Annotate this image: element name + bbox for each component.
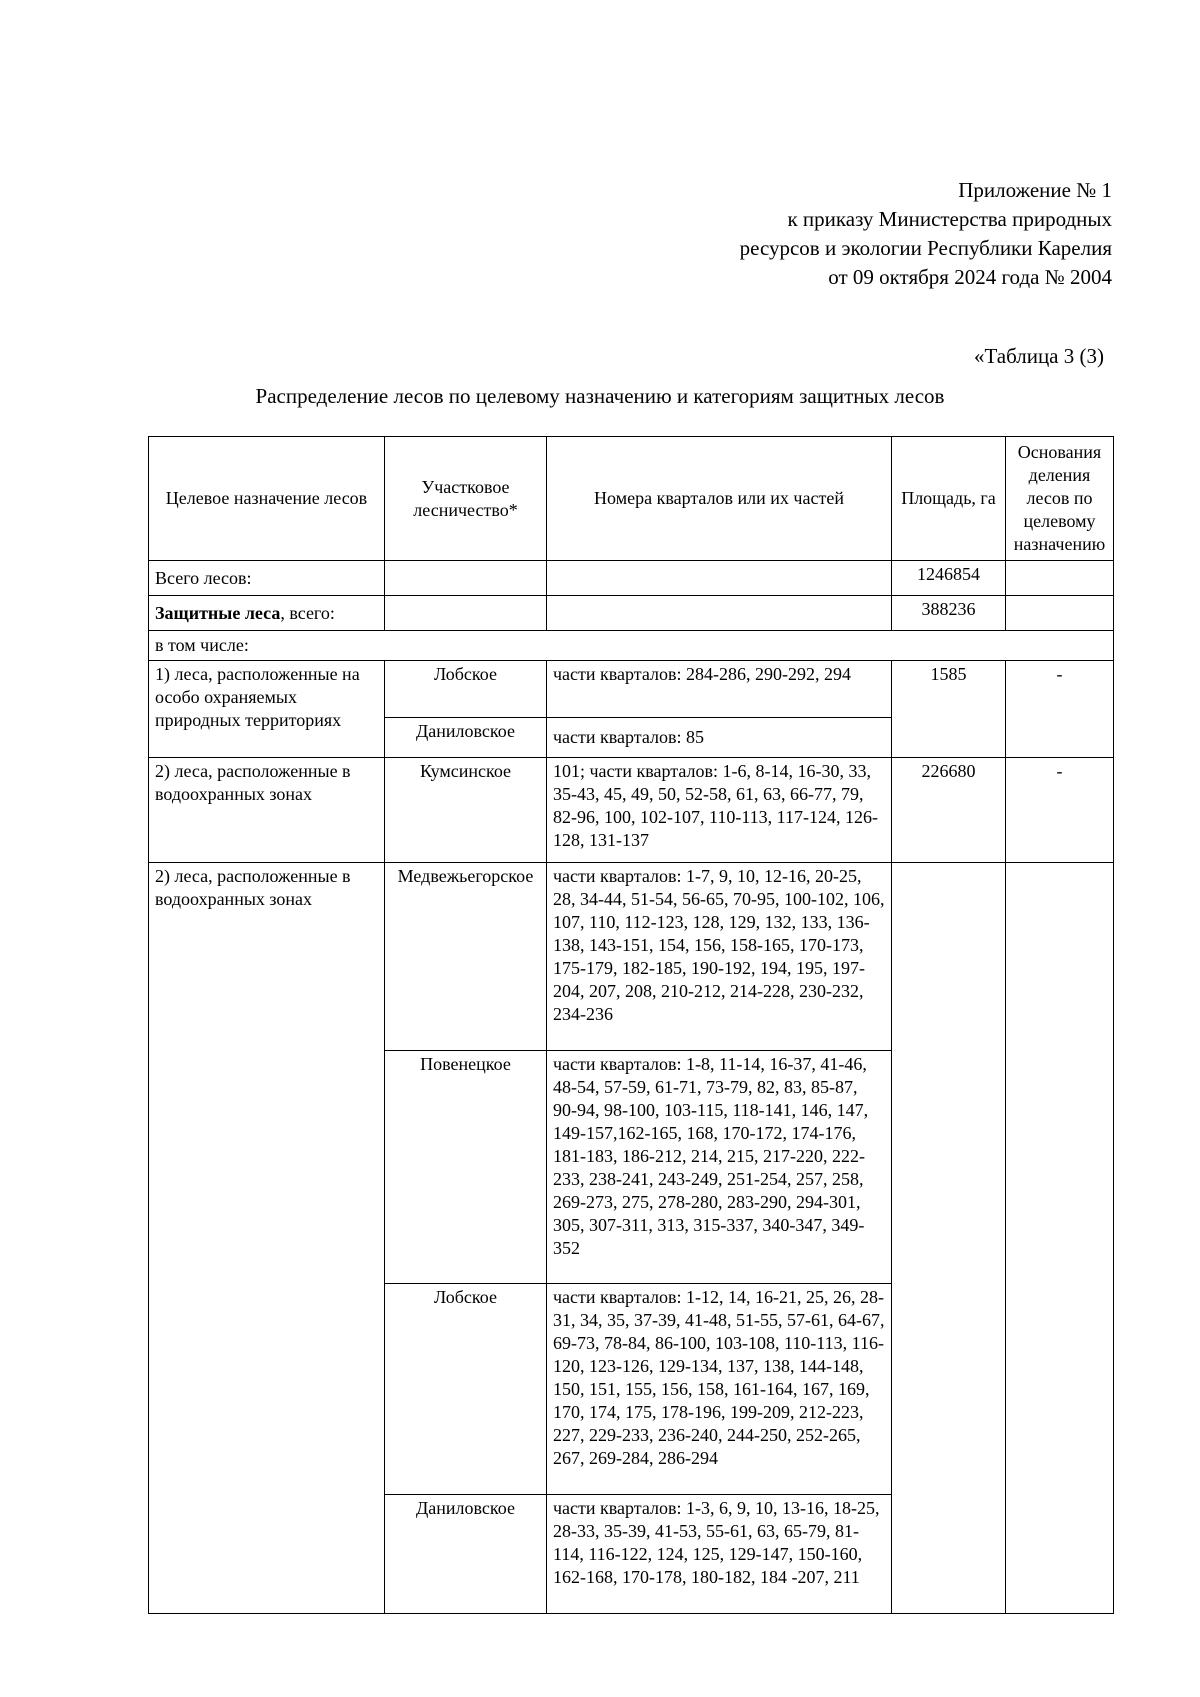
water-forestry: Повенецкое	[385, 1051, 547, 1284]
water-forestry: Лобское	[385, 1284, 547, 1495]
water-quarters: части кварталов: 1-3, 6, 9, 10, 13-16, 18-25, 28-33, 35-39, 41-53, 55-61, 63, 65-79, 81-114, 116-122, 124, 125, 129-147, 150-160, 162-168, 170-178, 180-182, 184 -207, 211	[547, 1495, 892, 1614]
appendix-line: Приложение № 1	[958, 178, 1112, 202]
total-area: 1246854	[892, 561, 1006, 596]
empty-cell	[547, 561, 892, 596]
empty-cell	[1006, 863, 1114, 1614]
header-purpose: Целевое назначение лесов	[149, 437, 385, 561]
empty-cell	[547, 596, 892, 631]
water-area: 226680	[892, 758, 1006, 863]
table-row-total	[149, 561, 1114, 596]
appendix-line: ресурсов и экологии Республики Карелия	[739, 236, 1112, 260]
header-basis: Основания деления лесов по целевому назначению	[1006, 437, 1114, 561]
oopt-quarters: части кварталов: 85	[547, 718, 892, 758]
table-header-row	[149, 437, 1114, 561]
appendix-line: к приказу Министерства природных	[787, 207, 1112, 231]
empty-cell	[892, 863, 1006, 1614]
protective-label-rest: , всего:	[280, 602, 335, 623]
document-title: Распределение лесов по целевому назначению и категориям защитных лесов	[255, 384, 945, 408]
table-row-water-2a	[149, 863, 1114, 1051]
oopt-quarters: части кварталов: 284-286, 290-292, 294	[547, 661, 892, 718]
oopt-forestry: Лобское	[385, 661, 547, 718]
empty-cell	[1006, 596, 1114, 631]
header-forestry: Участковое лесничество*	[385, 437, 547, 561]
water-forestry: Медвежьегорское	[385, 863, 547, 1051]
header-area: Площадь, га	[892, 437, 1006, 561]
table-row-water-1	[149, 758, 1114, 863]
including-label: в том числе:	[149, 631, 1114, 661]
water-forestry: Кумсинское	[385, 758, 547, 863]
oopt-basis: -	[1006, 661, 1114, 758]
oopt-purpose: 1) леса, расположенные на особо охраняемых природных территориях	[149, 661, 385, 758]
empty-cell	[385, 596, 547, 631]
forest-distribution-table	[148, 436, 1114, 1614]
water-purpose: 2) леса, расположенные в водоохранных зонах	[149, 863, 385, 1614]
water-quarters: части кварталов: 1-12, 14, 16-21, 25, 26, 28-31, 34, 35, 37-39, 41-48, 51-55, 57-61, 64-67, 69-73, 78-84, 86-100, 103-108, 110-113, 116-120, 123-126, 129-134, 137, 138, 144-148, 150, 151, 155, 156, 158, 161-164, 167, 169, 170, 174, 175, 178-196, 199-209, 212-223, 227, 229-233, 236-240, 244-250, 252-265, 267, 269-284, 286-294	[547, 1284, 892, 1495]
protective-label-bold: Защитные леса	[155, 602, 281, 623]
header-quarters: Номера кварталов или их частей	[547, 437, 892, 561]
water-forestry: Даниловское	[385, 1495, 547, 1614]
table-row-including	[149, 631, 1114, 661]
water-quarters: части кварталов: 1-7, 9, 10, 12-16, 20-25, 28, 34-44, 51-54, 56-65, 70-95, 100-102, 106, 107, 110, 112-123, 128, 129, 132, 133, 136-138, 143-151, 154, 156, 158-165, 170-173, 175-179, 182-185, 190-192, 194, 195, 197-204, 207, 208, 210-212, 214-228, 230-232, 234-236	[547, 863, 892, 1051]
appendix-line: от 09 октября 2024 года № 2004	[828, 265, 1112, 289]
total-label: Всего лесов:	[149, 561, 385, 596]
water-quarters: части кварталов: 1-8, 11-14, 16-37, 41-46, 48-54, 57-59, 61-71, 73-79, 82, 83, 85-87, 90-94, 98-100, 103-115, 118-141, 146, 147, 149-157,162-165, 168, 170-172, 174-176, 181-183, 186-212, 214, 215, 217-220, 222-233, 238-241, 243-249, 251-254, 257, 258, 269-273, 275, 278-280, 283-290, 294-301, 305, 307-311, 313, 315-337, 340-347, 349-352	[547, 1051, 892, 1284]
oopt-forestry: Даниловское	[385, 718, 547, 758]
oopt-area: 1585	[892, 661, 1006, 758]
empty-cell	[1006, 561, 1114, 596]
empty-cell	[385, 561, 547, 596]
water-purpose: 2) леса, расположенные в водоохранных зонах	[149, 758, 385, 863]
protective-area: 388236	[892, 596, 1006, 631]
protective-label	[149, 596, 385, 631]
water-quarters: 101; части кварталов: 1-6, 8-14, 16-30, 33, 35-43, 45, 49, 50, 52-58, 61, 63, 66-77, 79, 82-96, 100, 102-107, 110-113, 117-124, 126-128, 131-137	[547, 758, 892, 863]
table-row-protective	[149, 596, 1114, 631]
appendix-block	[740, 176, 1112, 292]
water-basis: -	[1006, 758, 1114, 863]
table-label: «Таблица 3 (3)	[973, 344, 1104, 368]
table-row-oopt-1	[149, 661, 1114, 718]
